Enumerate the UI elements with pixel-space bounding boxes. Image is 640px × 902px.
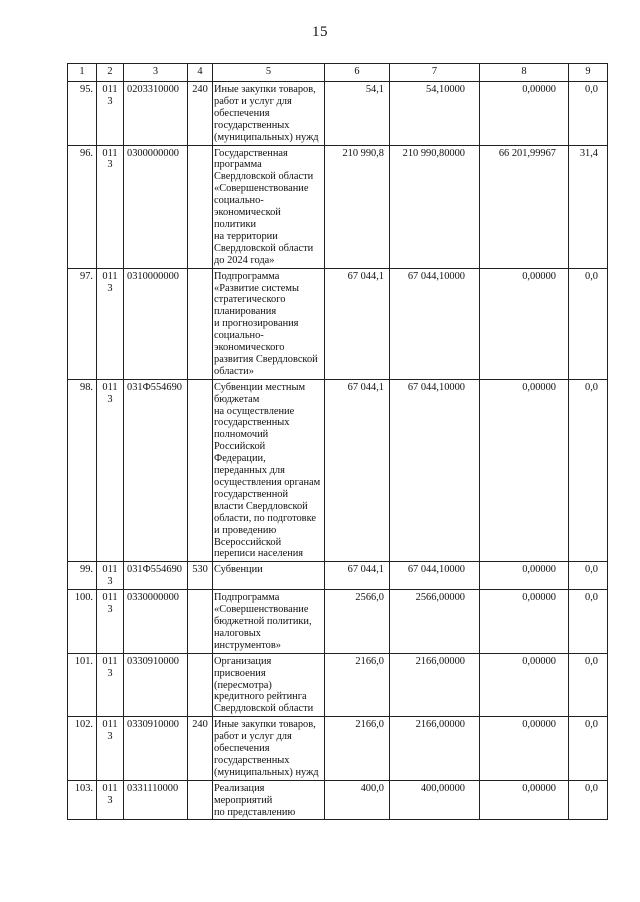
approved-amount-cell: 2166,00000	[390, 717, 480, 781]
target-code-cell: 031Ф554690	[124, 379, 188, 562]
column-header: 9	[569, 64, 608, 82]
section-code-cell: 0113	[97, 379, 124, 562]
executed-amount-cell: 0,00000	[480, 379, 569, 562]
section-code-cell: 0113	[97, 268, 124, 379]
section-code-cell: 0113	[97, 145, 124, 268]
executed-amount-cell: 0,00000	[480, 717, 569, 781]
column-header: 2	[97, 64, 124, 82]
row-number-cell: 96.	[68, 145, 97, 268]
row-number-cell: 101.	[68, 653, 97, 717]
column-header: 5	[213, 64, 325, 82]
expense-type-cell: 240	[188, 717, 213, 781]
execution-percent-cell: 0,0	[569, 82, 608, 146]
approved-amount-cell: 2166,00000	[390, 653, 480, 717]
item-name-cell: Субвенции	[213, 562, 325, 590]
target-code-cell: 0300000000	[124, 145, 188, 268]
executed-amount-cell: 0,00000	[480, 562, 569, 590]
approved-amount-cell: 210 990,80000	[390, 145, 480, 268]
item-name-cell: Субвенции местным бюджетам на осуществление государственных полномочий Российской Федерации, переданных для осуществления органам государственной власти Свердловской области, по подготовке и проведению Всероссийской переписи населения	[213, 379, 325, 562]
item-name-cell: Подпрограмма «Совершенствование бюджетной политики, налоговых инструментов»	[213, 590, 325, 654]
budget-table	[67, 63, 608, 820]
planned-amount-cell: 2566,0	[325, 590, 390, 654]
planned-amount-cell: 54,1	[325, 82, 390, 146]
column-header: 8	[480, 64, 569, 82]
planned-amount-cell: 400,0	[325, 780, 390, 820]
approved-amount-cell: 67 044,10000	[390, 562, 480, 590]
page-number: 15	[312, 24, 328, 40]
row-number-cell: 95.	[68, 82, 97, 146]
table-row	[68, 717, 608, 781]
planned-amount-cell: 2166,0	[325, 653, 390, 717]
table-row	[68, 653, 608, 717]
section-code-cell: 0113	[97, 717, 124, 781]
table-row	[68, 780, 608, 820]
column-header: 6	[325, 64, 390, 82]
expense-type-cell	[188, 268, 213, 379]
execution-percent-cell: 0,0	[569, 268, 608, 379]
table-row	[68, 590, 608, 654]
target-code-cell: 0330910000	[124, 653, 188, 717]
table-row	[68, 379, 608, 562]
execution-percent-cell: 0,0	[569, 562, 608, 590]
planned-amount-cell: 2166,0	[325, 717, 390, 781]
section-code-cell: 0113	[97, 780, 124, 820]
executed-amount-cell: 0,00000	[480, 653, 569, 717]
executed-amount-cell: 0,00000	[480, 780, 569, 820]
column-header: 3	[124, 64, 188, 82]
target-code-cell: 0330910000	[124, 717, 188, 781]
item-name-cell: Подпрограмма «Развитие системы стратегического планирования и прогнозирования социально- экономического развития Свердловской области»	[213, 268, 325, 379]
item-name-cell: Иные закупки товаров, работ и услуг для обеспечения государственных (муниципальных) нужд	[213, 82, 325, 146]
table-header-row	[68, 64, 608, 82]
expense-type-cell: 530	[188, 562, 213, 590]
expense-type-cell	[188, 379, 213, 562]
planned-amount-cell: 67 044,1	[325, 562, 390, 590]
section-code-cell: 0113	[97, 590, 124, 654]
planned-amount-cell: 67 044,1	[325, 379, 390, 562]
section-code-cell: 0113	[97, 82, 124, 146]
execution-percent-cell: 0,0	[569, 379, 608, 562]
target-code-cell: 031Ф554690	[124, 562, 188, 590]
execution-percent-cell: 0,0	[569, 653, 608, 717]
target-code-cell: 0203310000	[124, 82, 188, 146]
execution-percent-cell: 0,0	[569, 717, 608, 781]
approved-amount-cell: 400,00000	[390, 780, 480, 820]
execution-percent-cell: 31,4	[569, 145, 608, 268]
approved-amount-cell: 2566,00000	[390, 590, 480, 654]
approved-amount-cell: 67 044,10000	[390, 268, 480, 379]
column-header: 7	[390, 64, 480, 82]
row-number-cell: 98.	[68, 379, 97, 562]
row-number-cell: 97.	[68, 268, 97, 379]
table-row	[68, 562, 608, 590]
item-name-cell: Иные закупки товаров, работ и услуг для обеспечения государственных (муниципальных) нужд	[213, 717, 325, 781]
planned-amount-cell: 210 990,8	[325, 145, 390, 268]
planned-amount-cell: 67 044,1	[325, 268, 390, 379]
executed-amount-cell: 0,00000	[480, 268, 569, 379]
execution-percent-cell: 0,0	[569, 780, 608, 820]
item-name-cell: Организация присвоения (пересмотра) кредитного рейтинга Свердловской области	[213, 653, 325, 717]
executed-amount-cell: 0,00000	[480, 82, 569, 146]
table-row	[68, 145, 608, 268]
column-header: 1	[68, 64, 97, 82]
row-number-cell: 103.	[68, 780, 97, 820]
expense-type-cell	[188, 145, 213, 268]
table-row	[68, 268, 608, 379]
row-number-cell: 100.	[68, 590, 97, 654]
target-code-cell: 0330000000	[124, 590, 188, 654]
row-number-cell: 99.	[68, 562, 97, 590]
item-name-cell: Реализация мероприятий по представлению	[213, 780, 325, 820]
approved-amount-cell: 67 044,10000	[390, 379, 480, 562]
item-name-cell: Государственная программа Свердловской области «Совершенствование социально- экономической политики на территории Свердловской области до 2024 года»	[213, 145, 325, 268]
target-code-cell: 0310000000	[124, 268, 188, 379]
expense-type-cell	[188, 590, 213, 654]
executed-amount-cell: 66 201,99967	[480, 145, 569, 268]
expense-type-cell	[188, 653, 213, 717]
target-code-cell: 0331110000	[124, 780, 188, 820]
table-row	[68, 82, 608, 146]
expense-type-cell: 240	[188, 82, 213, 146]
row-number-cell: 102.	[68, 717, 97, 781]
section-code-cell: 0113	[97, 562, 124, 590]
expense-type-cell	[188, 780, 213, 820]
execution-percent-cell: 0,0	[569, 590, 608, 654]
column-header: 4	[188, 64, 213, 82]
approved-amount-cell: 54,10000	[390, 82, 480, 146]
section-code-cell: 0113	[97, 653, 124, 717]
executed-amount-cell: 0,00000	[480, 590, 569, 654]
